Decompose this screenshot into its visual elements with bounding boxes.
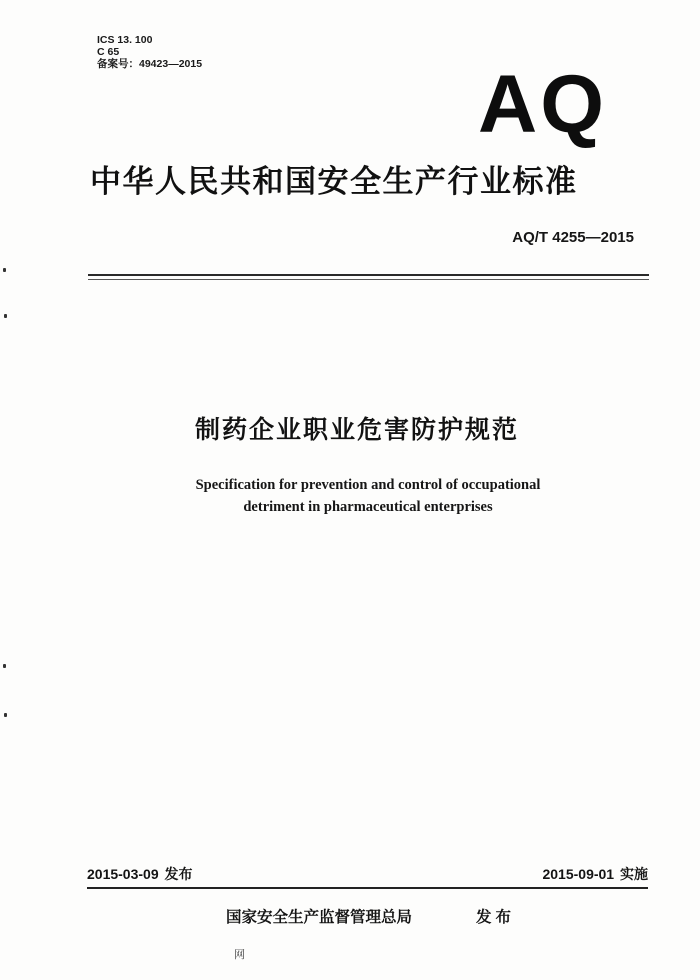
- title-english-line-1: Specification for prevention and control of occupational: [195, 477, 541, 493]
- header-rule-thin: [88, 279, 649, 280]
- issue-date: [87, 865, 193, 884]
- classification-block: [97, 34, 202, 70]
- standard-number: AQ/T 4255—2015: [512, 229, 634, 246]
- ics-code: ICS 13. 100: [97, 34, 153, 46]
- standard-category-title: 中华人民共和国安全生产行业标准: [90, 164, 578, 200]
- title-chinese: 制药企业职业危害防护规范: [194, 415, 519, 444]
- header-rule: [88, 274, 649, 276]
- implementation-date-value: 2015-09-01: [542, 866, 615, 882]
- aq-logo: AQ: [478, 59, 607, 150]
- publisher-action: 发布: [476, 908, 516, 926]
- footer-mark: 网: [234, 948, 245, 961]
- title-english: [0, 474, 700, 518]
- scan-speck: [3, 268, 6, 272]
- title-english-line-2: detriment in pharmaceutical enterprises: [243, 499, 493, 515]
- scan-speck: [3, 664, 6, 668]
- ccs-code: C 65: [97, 46, 120, 58]
- scan-speck: [4, 713, 7, 717]
- implementation-date-label: 实施: [620, 867, 648, 883]
- scan-speck: [4, 314, 7, 318]
- issue-date-label: 发布: [164, 867, 193, 883]
- footer-rule: [87, 887, 648, 889]
- record-number: 备案号：49423—2015: [97, 58, 203, 70]
- issue-date-value: 2015-03-09: [87, 866, 159, 882]
- implementation-date: [542, 865, 648, 884]
- publisher-name: 国家安全生产监督管理总局: [226, 908, 413, 926]
